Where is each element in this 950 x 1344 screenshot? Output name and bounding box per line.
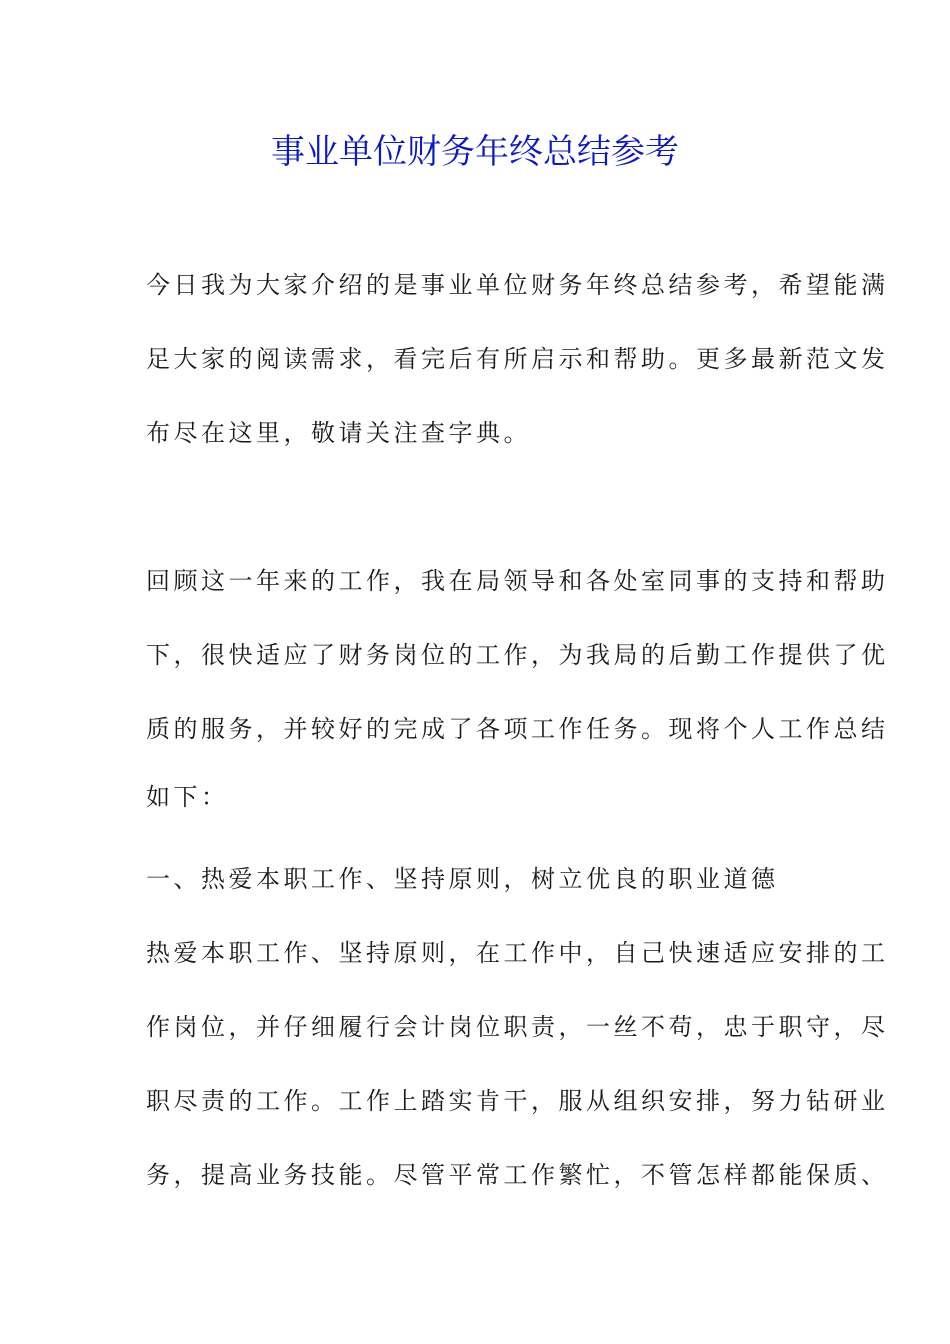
paragraph-line: 布尽在这里，敬请关注查字典。 <box>146 419 531 447</box>
document-title: 事业单位财务年终总结参考 <box>271 132 679 172</box>
paragraph-line: 作岗位，并仔细履行会计岗位职责，一丝不苟，忠于职守，尽 <box>146 1013 889 1041</box>
paragraph-line: 足大家的阅读需求，看完后有所启示和帮助。更多最新范文发 <box>146 345 889 373</box>
section-heading: 一、热爱本职工作、坚持原则，树立优良的职业道德 <box>146 865 779 893</box>
paragraph-line: 如下： <box>146 783 229 811</box>
paragraph-line: 质的服务，并较好的完成了各项工作任务。现将个人工作总结 <box>146 715 889 743</box>
paragraph-line: 下，很快适应了财务岗位的工作，为我局的后勤工作提供了优 <box>146 641 889 669</box>
paragraph-line: 职尽责的工作。工作上踏实肯干，服从组织安排，努力钻研业 <box>146 1087 889 1115</box>
paragraph-line: 务，提高业务技能。尽管平常工作繁忙，不管怎样都能保质、 <box>146 1161 889 1189</box>
paragraph-line: 热爱本职工作、坚持原则，在工作中，自己快速适应安排的工 <box>146 939 889 967</box>
paragraph-line: 回顾这一年来的工作，我在局领导和各处室同事的支持和帮助 <box>146 567 889 595</box>
paragraph-line: 今日我为大家介绍的是事业单位财务年终总结参考，希望能满 <box>146 271 889 299</box>
